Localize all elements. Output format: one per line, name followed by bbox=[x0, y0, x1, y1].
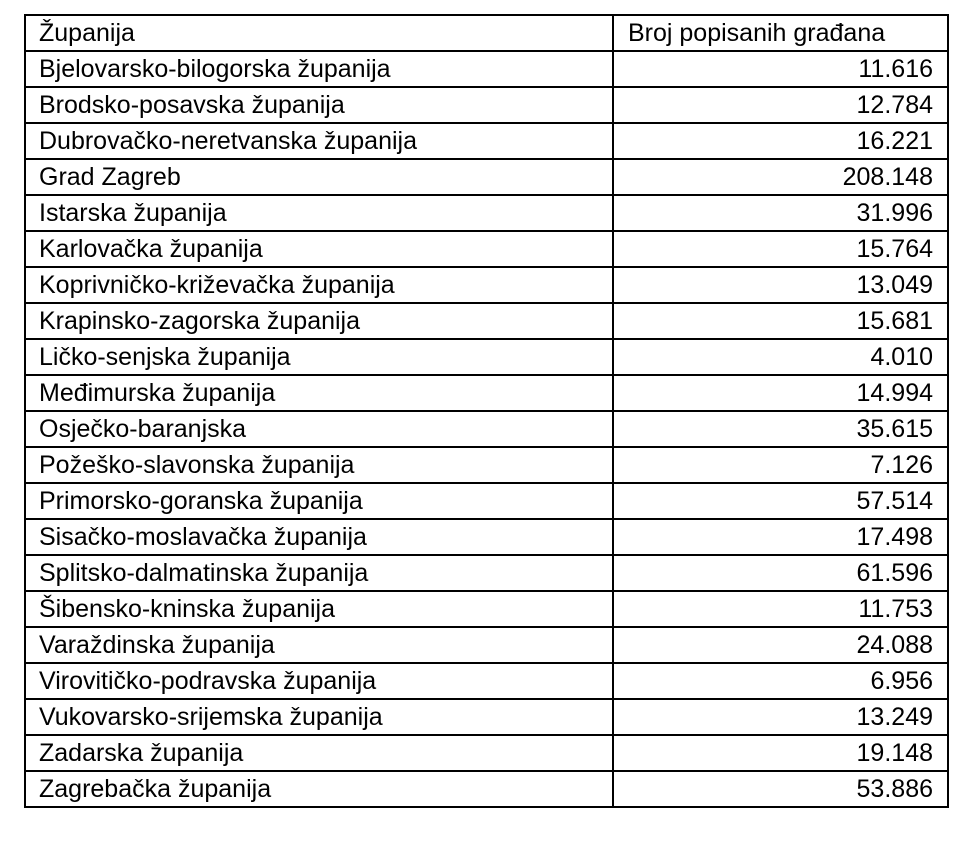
county-name-cell: Međimurska županija bbox=[25, 375, 613, 411]
citizen-count-cell: 16.221 bbox=[613, 123, 948, 159]
table-header bbox=[25, 15, 948, 51]
table-row bbox=[25, 483, 948, 519]
citizen-count-cell: 57.514 bbox=[613, 483, 948, 519]
table-row bbox=[25, 627, 948, 663]
table-row bbox=[25, 555, 948, 591]
citizen-count-cell: 14.994 bbox=[613, 375, 948, 411]
citizen-count-cell: 7.126 bbox=[613, 447, 948, 483]
citizen-count-cell: 13.249 bbox=[613, 699, 948, 735]
table-row bbox=[25, 123, 948, 159]
citizen-count-cell: 19.148 bbox=[613, 735, 948, 771]
table-row bbox=[25, 195, 948, 231]
table-row bbox=[25, 87, 948, 123]
table-row bbox=[25, 303, 948, 339]
citizen-count-cell: 12.784 bbox=[613, 87, 948, 123]
table-row bbox=[25, 411, 948, 447]
citizen-count-cell: 35.615 bbox=[613, 411, 948, 447]
county-name-cell: Brodsko-posavska županija bbox=[25, 87, 613, 123]
county-name-cell: Zagrebačka županija bbox=[25, 771, 613, 807]
table-row bbox=[25, 231, 948, 267]
county-name-cell: Zadarska županija bbox=[25, 735, 613, 771]
header-row bbox=[25, 15, 948, 51]
county-name-cell: Grad Zagreb bbox=[25, 159, 613, 195]
county-name-cell: Osječko-baranjska bbox=[25, 411, 613, 447]
citizen-count-cell: 11.753 bbox=[613, 591, 948, 627]
county-column-header: Županija bbox=[25, 15, 613, 51]
count-column-header: Broj popisanih građana bbox=[613, 15, 948, 51]
citizen-count-cell: 17.498 bbox=[613, 519, 948, 555]
table-row bbox=[25, 267, 948, 303]
county-name-cell: Istarska županija bbox=[25, 195, 613, 231]
county-name-cell: Virovitičko-podravska županija bbox=[25, 663, 613, 699]
citizen-count-cell: 61.596 bbox=[613, 555, 948, 591]
county-name-cell: Sisačko-moslavačka županija bbox=[25, 519, 613, 555]
county-name-cell: Krapinsko-zagorska županija bbox=[25, 303, 613, 339]
table-body bbox=[25, 51, 948, 807]
citizen-count-cell: 31.996 bbox=[613, 195, 948, 231]
citizen-count-cell: 53.886 bbox=[613, 771, 948, 807]
table-row bbox=[25, 159, 948, 195]
table-row bbox=[25, 663, 948, 699]
citizen-count-cell: 11.616 bbox=[613, 51, 948, 87]
table-row bbox=[25, 51, 948, 87]
county-name-cell: Karlovačka županija bbox=[25, 231, 613, 267]
citizen-count-cell: 15.681 bbox=[613, 303, 948, 339]
county-name-cell: Požeško-slavonska županija bbox=[25, 447, 613, 483]
table-row bbox=[25, 699, 948, 735]
county-name-cell: Varaždinska županija bbox=[25, 627, 613, 663]
table-row bbox=[25, 339, 948, 375]
table-row bbox=[25, 591, 948, 627]
citizen-count-cell: 24.088 bbox=[613, 627, 948, 663]
county-name-cell: Bjelovarsko-bilogorska županija bbox=[25, 51, 613, 87]
county-name-cell: Šibensko-kninska županija bbox=[25, 591, 613, 627]
county-name-cell: Splitsko-dalmatinska županija bbox=[25, 555, 613, 591]
population-table bbox=[24, 14, 949, 808]
county-name-cell: Dubrovačko-neretvanska županija bbox=[25, 123, 613, 159]
table-row bbox=[25, 771, 948, 807]
county-name-cell: Ličko-senjska županija bbox=[25, 339, 613, 375]
table-row bbox=[25, 375, 948, 411]
county-name-cell: Koprivničko-križevačka županija bbox=[25, 267, 613, 303]
table-row bbox=[25, 519, 948, 555]
table-row bbox=[25, 447, 948, 483]
citizen-count-cell: 15.764 bbox=[613, 231, 948, 267]
county-name-cell: Vukovarsko-srijemska županija bbox=[25, 699, 613, 735]
citizen-count-cell: 208.148 bbox=[613, 159, 948, 195]
citizen-count-cell: 13.049 bbox=[613, 267, 948, 303]
citizen-count-cell: 4.010 bbox=[613, 339, 948, 375]
county-name-cell: Primorsko-goranska županija bbox=[25, 483, 613, 519]
table-row bbox=[25, 735, 948, 771]
citizen-count-cell: 6.956 bbox=[613, 663, 948, 699]
